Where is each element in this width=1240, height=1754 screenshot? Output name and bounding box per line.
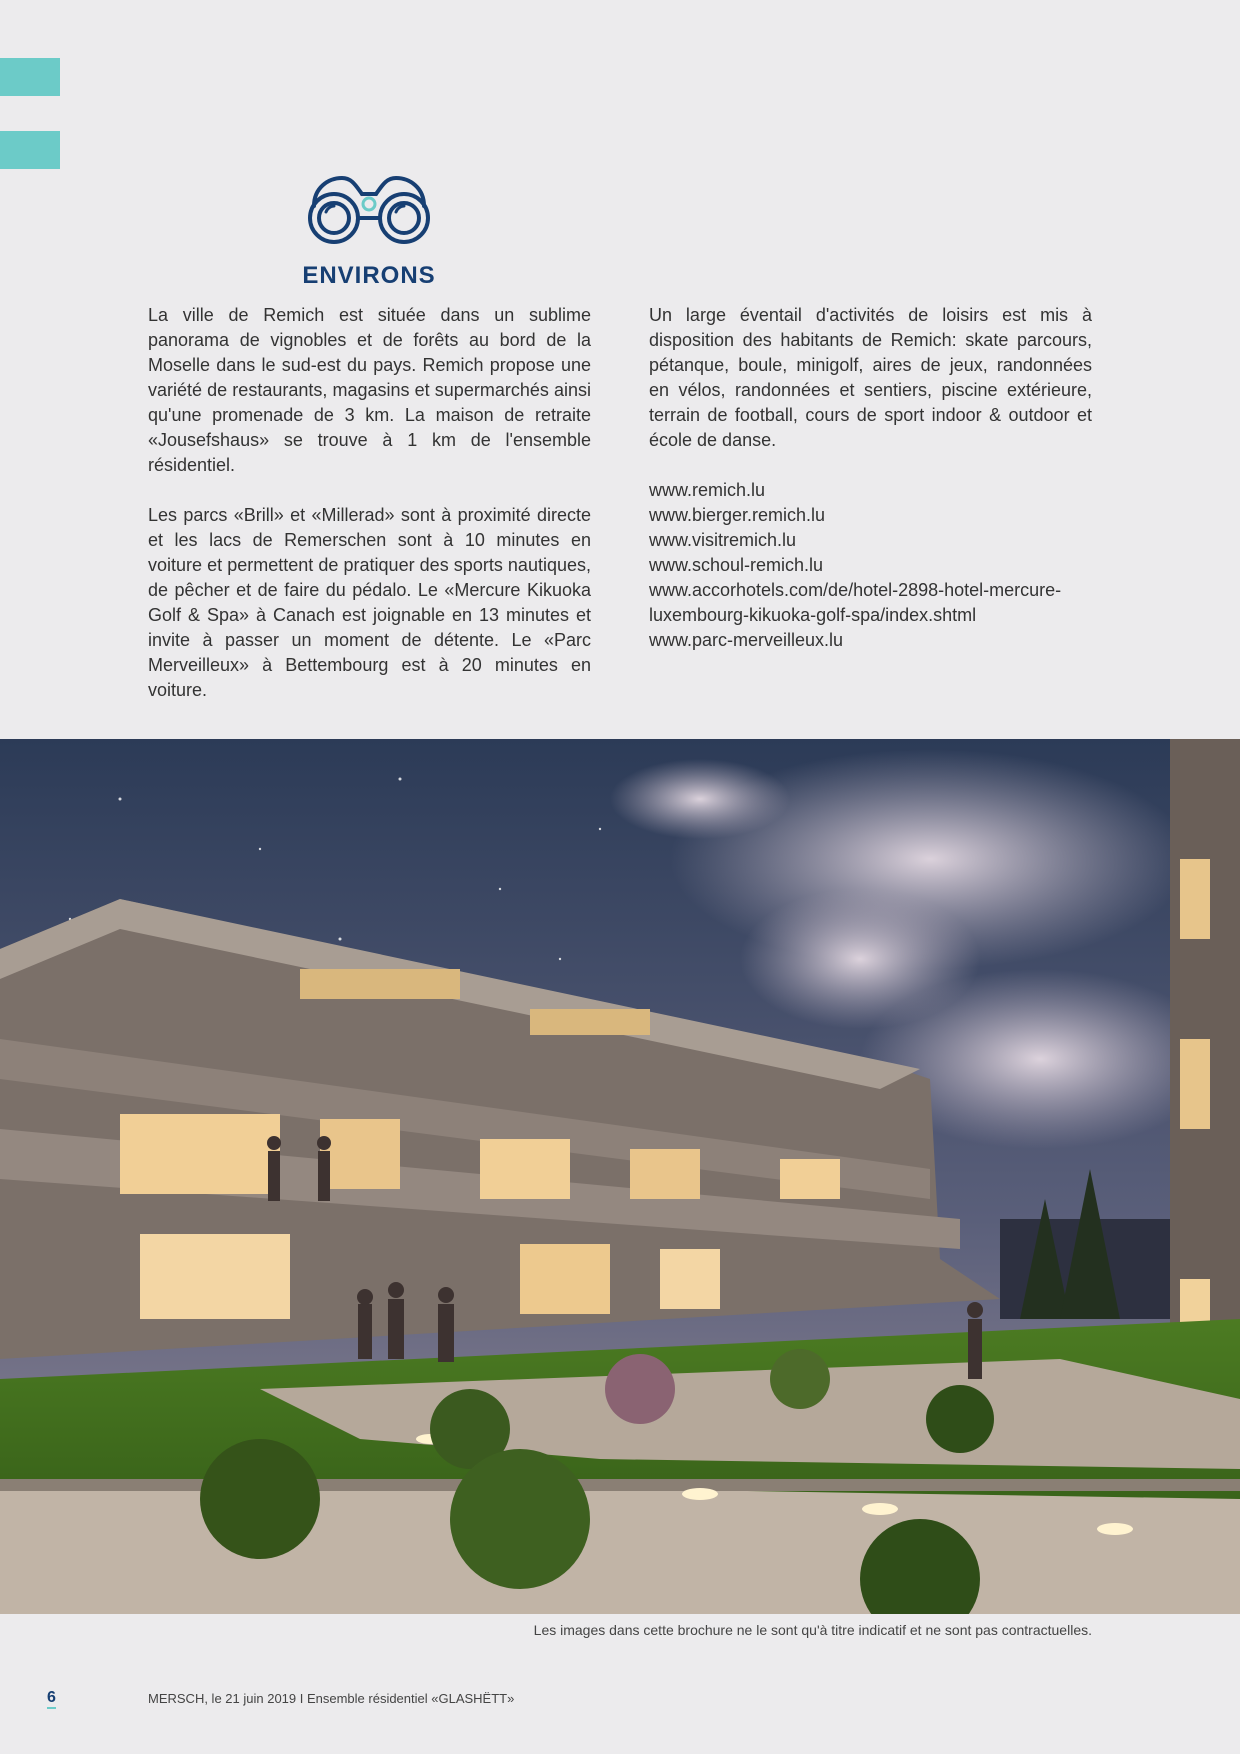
left-column (148, 303, 591, 728)
section-title: ENVIRONS (302, 262, 436, 289)
left-paragraph-2: Les parcs «Brill» et «Millerad» sont à proximité directe et les lacs de Remerschen sont à 10 minutes en voiture et permettent de pratiquer des sports nautiques, de pêcher et de faire du pédalo. Le «Mercure Kikuoka Golf & Spa» à Canach est joignable en 13 minutes et invite à passer un moment de détente. Le «Parc Merveilleux» à Bettembourg est à 20 minutes en voiture. (148, 505, 591, 700)
building-rendering (0, 739, 1240, 1614)
link-visitremich[interactable]: www.visitremich.lu (649, 530, 797, 550)
binoculars-icon (304, 172, 434, 244)
accent-tab-bottom (0, 131, 60, 169)
right-column (649, 303, 1092, 653)
page-number: 6 (47, 1690, 56, 1709)
link-list (649, 478, 1092, 653)
left-paragraph-1: La ville de Remich est située dans un sublime panorama de vignobles et de forêts au bord de la Moselle dans le sud-est du pays. Remich propose une variété de restaurants, magasins et supermarchés ainsi qu'une promenade de 3 km. La maison de retraite «Jousefshaus» se trouve à 1 km de l'ensemble résidentiel. (148, 305, 591, 475)
link-remich[interactable]: www.remich.lu (649, 480, 766, 500)
accent-tab-top (0, 58, 60, 96)
disclaimer: Les images dans cette brochure ne le sont qu'à titre indicatif et ne sont pas contractuelles. (533, 1622, 1092, 1638)
link-schoul-remich[interactable]: www.schoul-remich.lu (649, 555, 824, 575)
right-paragraph: Un large éventail d'activités de loisirs est mis à disposition des habitants de Remich: skate parcours, pétanque, boule, minigolf, aires de jeux, randonnées en vélos, randonnées et sentiers, piscine extérieure, terrain de football, cours de sport indoor & outdoor et école de danse. (649, 305, 1092, 450)
link-accorhotels[interactable]: www.accorhotels.com/de/hotel-2898-hotel-mercure-luxembourg-kikuoka-golf-spa/index.shtml (649, 580, 1062, 625)
link-bierger-remich[interactable]: www.bierger.remich.lu (649, 505, 826, 525)
footer-text: MERSCH, le 21 juin 2019 I Ensemble résidentiel «GLASHËTT» (148, 1691, 515, 1706)
link-parc-merveilleux[interactable]: www.parc-merveilleux.lu (649, 630, 844, 650)
